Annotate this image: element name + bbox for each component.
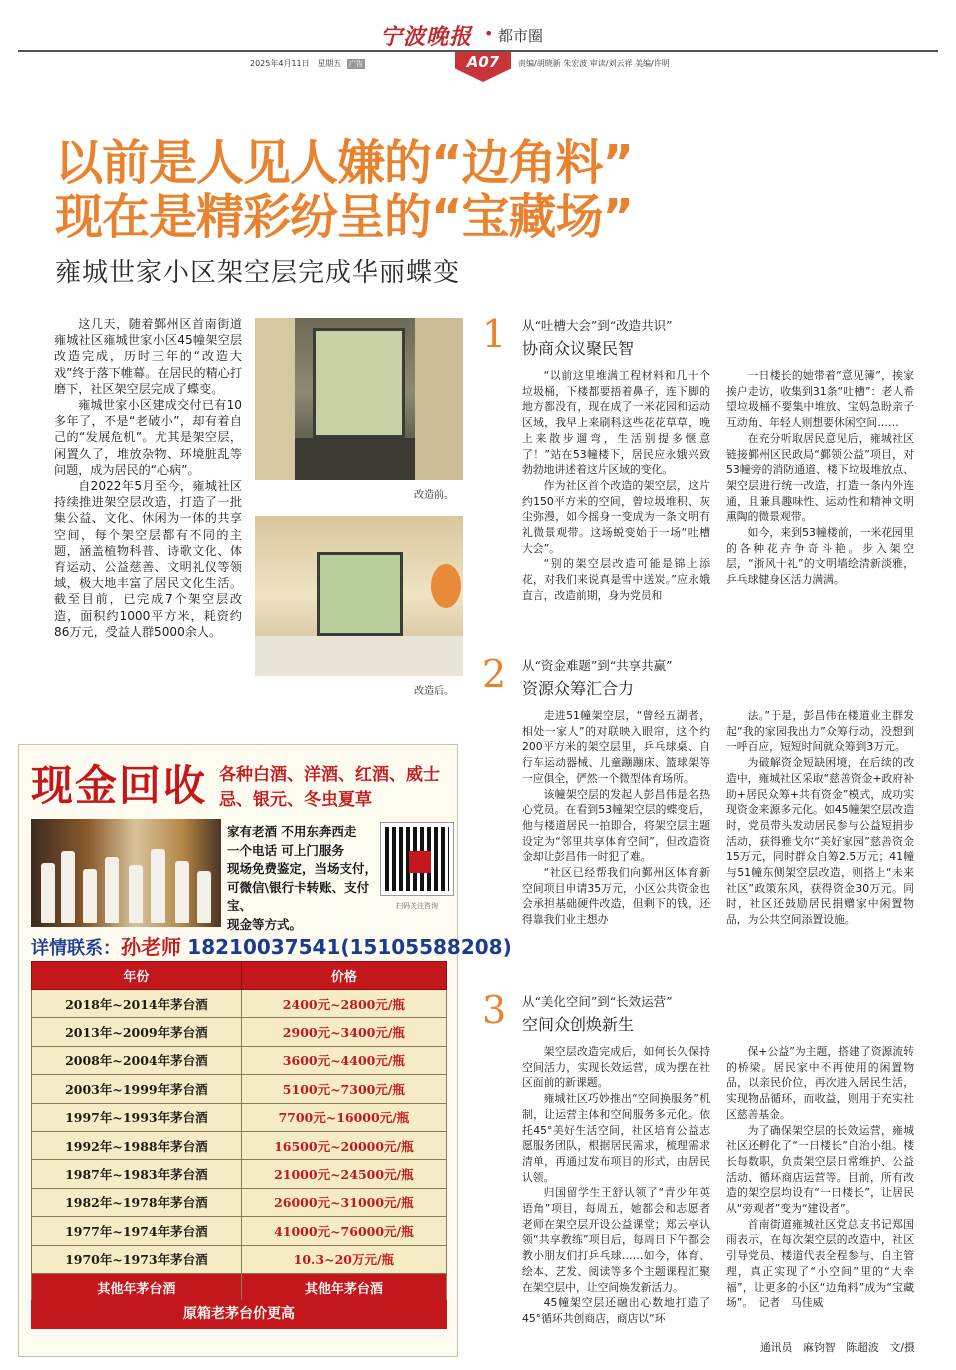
section-column — [726, 368, 914, 588]
paragraph: “别的架空层改造可能是锦上添花，对我们来说真是雪中送炭。”应永娥直言，改造前期，身为党员和 — [522, 557, 710, 602]
photo-before — [255, 318, 463, 480]
masthead-logo: 宁波晚报 — [380, 24, 473, 50]
price-cell: 16500元~20000元/瓶 — [241, 1131, 446, 1159]
section-column — [522, 368, 710, 604]
table-row — [32, 1131, 447, 1159]
price-cell: 21000元~24500元/瓶 — [241, 1160, 446, 1188]
table-row — [32, 1245, 447, 1273]
promo-line: 现金等方式。 — [227, 916, 303, 932]
headline-line-2: 现在是精彩纷呈的“宝藏场” — [55, 189, 634, 245]
issue-date: 2025年4月11日 — [250, 59, 310, 68]
section-title: 协商众议聚民智 — [522, 339, 635, 358]
paragraph: “以前这里堆满工程材料和几十个垃圾桶，下楼都要捂着鼻子，连下脚的地方都没有，现在成了一米花园和运动区域，我早上来刷科这些花花草草，晚上来散步遛弯，生活别提多惬意了！”站在53幢楼下，居民应永娥兴致勃勃地讲述着这片区域的变化。 — [522, 369, 710, 477]
other-cell: 其他年茅台酒 — [241, 1273, 446, 1301]
paragraph: 一日楼长的她带着“意见簿”，挨家挨户走访，收集到31条“吐槽”：老人希望垃圾桶不要集中堆放、宝妈急盼亲子互动角、年轻人则想要休闲空间…… — [726, 369, 914, 430]
price-cell: 2400元~2800元/瓶 — [241, 990, 446, 1018]
paragraph: “社区已经帮我们向鄞州区体育新空间项目申请35万元，小区公共资金也会承担基础硬件改造，但剩下的钱，还得靠我们业主想办 — [522, 866, 710, 927]
paragraph: 首南街道雍城社区党总支书记郑国雨表示，在每次架空层的改造中，社区引导党员、楼道代表全程参与、自主管理，真正实现了“小空间”里的“大幸福”，让更多的小区“边角料”成为“宝藏场”。 记者 马佳威 — [726, 1217, 914, 1310]
photo-after — [255, 516, 463, 676]
intro-paragraph: 这几天，随着鄞州区首南街道雍城社区雍城世家小区45幢架空层改造完成，历时三年的“改造大戏”终于落下帷幕。在居民的精心打磨下，社区架空层完成了蝶变。 — [54, 317, 242, 396]
year-cell: 2018年~2014年茅台酒 — [32, 990, 242, 1018]
ad-badge: 广告 — [348, 60, 363, 68]
table-row — [32, 1160, 447, 1188]
promo-line: 家有老酒 不用东奔西走 — [227, 824, 357, 839]
intro-paragraph: 雍城世家小区建成交付已有10多年了，不是“老破小”，却有着自己的“发展危机”。尤其是架空层，闲置久了，堆放杂物、环境脏乱等问题，成为居民的“心病”。 — [54, 398, 242, 477]
qr-label: 扫码关注咨询 — [396, 902, 438, 910]
promo-line: 现场免费鉴定，当场支付， — [227, 861, 378, 876]
paragraph: 雍城社区巧妙推出“空间换服务”机制，让运营主体和空间服务多元化。依托45°美好生活空间，社区培育公益志愿服务团队，根据居民需求，梳理需求清单，再通过发布项目的形式，由居民认领。 — [522, 1092, 710, 1184]
paragraph: 如今，来到53幢楼前，一米花园里的各种花卉争奇斗艳。步入架空层，“浙风十礼”的文明墙绘清新淡雅，乒乓球健身区活力满满。 — [726, 526, 914, 587]
paragraph: 45幢架空层还融出心数地打造了45°循环共创商店，商店以“环 — [522, 1296, 710, 1325]
year-cell: 1977年~1974年茅台酒 — [32, 1217, 242, 1245]
year-cell: 1982年~1978年茅台酒 — [32, 1188, 242, 1216]
year-cell: 2008年~2004年茅台酒 — [32, 1046, 242, 1074]
table-row — [32, 1046, 447, 1074]
year-cell: 2003年~1999年茅台酒 — [32, 1075, 242, 1103]
section-column — [726, 708, 914, 928]
photo-credit: 通讯员 麻钧智 陈超波 文/摄 — [760, 1341, 915, 1354]
ad-items: 各种白酒、洋酒、红酒、威士忌、银元、冬虫夏草 — [219, 765, 440, 810]
issue-meta — [250, 58, 365, 69]
table-header: 年份 — [32, 962, 242, 990]
ad-contact — [31, 931, 512, 960]
section-number: 2 — [482, 652, 507, 696]
ad-title: 现金回收 — [31, 761, 208, 810]
paragraph: 为破解资金短缺困境，在后续的改造中，雍城社区采取“慈善资金+政府补助+居民众筹+共有资金”模式，成功实现资金来源多元化。如45幢架空层改造时，党员带头发动居民参与公益短捐步活动，获得雅戈尔“美好家园”慈善资金15万元，同时群众自筹2.5万元；41幢与51幢东侧架空层改造，则搭上“未来社区”政策东风，获得资金30万元。同时，社区还鼓励居民捐赠家中闲置物品，为公共空间添置设施。 — [726, 756, 914, 927]
paragraph: 法。”于是，彭昌伟在楼道业主群发起“我的家园我出力”众筹行动，没想到一呼百应，短短时间就众筹到3万元。 — [726, 709, 914, 754]
year-cell: 2013年~2009年茅台酒 — [32, 1018, 242, 1046]
section-number: 3 — [482, 988, 507, 1032]
year-cell: 1992年~1988年茅台酒 — [32, 1131, 242, 1159]
other-cell: 其他年茅台酒 — [32, 1273, 242, 1301]
section-kicker: 从“吐槽大会”到“改造共识” — [522, 318, 673, 333]
caption-before: 改造前。 — [414, 490, 454, 501]
ad-promo — [227, 823, 387, 934]
masthead-section: 都市圈 — [498, 27, 544, 45]
subtitle: 雍城世家小区架空层完成华丽蝶变 — [55, 258, 461, 288]
table-row — [32, 990, 447, 1018]
table-row — [32, 1217, 447, 1245]
paragraph: 归国留学生王舒认领了“青少年英语角”项目，每周五，她都会和志愿者老师在架空层开设公益课堂；郑云亭认领“共享教练”项目后，每周日下午都会教小朋友们打乒乓球……如今，体育、绘本、艺发、阅读等多个主题课程汇聚在架空层中，让空间焕发新活力。 — [522, 1186, 710, 1294]
price-cell: 41000元~76000元/瓶 — [241, 1217, 446, 1245]
issue-weekday: 星期五 — [317, 59, 342, 68]
price-cell: 26000元~31000元/瓶 — [241, 1188, 446, 1216]
price-cell: 3600元~4400元/瓶 — [241, 1046, 446, 1074]
contact-label: 详情联系： — [31, 938, 121, 959]
price-cell: 10.3~20万元/瓶 — [241, 1245, 446, 1273]
promo-line: 一个电话 可上门服务 — [227, 842, 344, 858]
table-header: 价格 — [241, 962, 446, 990]
paragraph: 在充分听取居民意见后，雍城社区链接鄞州区民政局“鄞领公益”项目，对53幢旁的消防通道、楼下垃圾堆放点、架空层进行统一改造，打造一条内外连通，且兼具趣味性、运动性和精神文明熏陶的微景观带。 — [726, 431, 914, 524]
page-number: A07 — [466, 53, 500, 71]
table-row — [32, 1188, 447, 1216]
section-column — [726, 1044, 914, 1311]
bottles-photo — [31, 819, 221, 927]
intro-paragraph: 自2022年5月至今，雍城社区持续推进架空层改造，打造了一批集公益、文化、休闲为一体的共享空间，每个架空层都有不同的主题，涵盖植物科普、诗歌文化、体育运动、公益慈善、文明礼仪等领域，极大地丰富了居民文化生活。截至目前，已完成7个架空层改造，面积约1000平方米，耗资约86万元，受益人群5000余人。 — [54, 479, 242, 639]
intro-text — [54, 316, 242, 640]
table-row — [32, 1103, 447, 1131]
section-kicker: 从“资金难题”到“共享共赢” — [522, 658, 673, 673]
section-number: 1 — [482, 312, 507, 356]
masthead-dot: • — [484, 24, 494, 43]
section-title: 空间众创焕新生 — [522, 1015, 635, 1034]
year-cell: 1970年~1973年茅台酒 — [32, 1245, 242, 1273]
section-column — [522, 1044, 710, 1327]
paragraph: 作为社区首个改造的架空层，这片约150平方米的空间，曾垃圾堆积、灰尘弥漫，如今摇身一变成为一条文明有礼微景观带。这场蜕变始于一场“吐槽大会”。 — [522, 478, 710, 555]
price-cell: 7700元~16000元/瓶 — [241, 1103, 446, 1131]
promo-line: 可微信\银行卡转账、支付宝、 — [227, 879, 370, 913]
section-title: 资源众筹汇合力 — [522, 679, 635, 698]
contact-name: 孙老师 — [121, 935, 181, 959]
ad-footer: 原箱老茅台价更高 — [31, 1300, 447, 1329]
paragraph: 该幢架空层的发起人彭昌伟是名热心党员。在看到53幢架空层的蝶变后，他与楼道居民一拍即合，将架空层主题设定为“邻里共享体育空间”，但改造资金却让彭昌伟一时犯了难。 — [522, 787, 710, 864]
year-cell: 1997年~1993年茅台酒 — [32, 1103, 242, 1131]
table-row — [32, 1018, 447, 1046]
paragraph: 为了确保架空层的长效运营，雍城社区还孵化了“一日楼长”自治小组。楼长每数职，负责架空层日常维护、公益活动、循环商店运营等。目前，所有改造的架空层均设有“一日楼长”，让居民从“旁观者”变为“建设者”。 — [726, 1123, 914, 1216]
paragraph: 走进51幢架空层，“曾经五湖者，相处一家人”的对联映入眼帘，这个约200平方米的架空层里，乒乓球桌、自行车运动器械、儿童蹦蹦床、篮球架等一应俱全，俨然一个微型体育场所。 — [522, 709, 710, 785]
paragraph: 保+公益”为主题，搭建了资源流转的桥梁。居民家中不再使用的闲置物品，以亲民价位，再次进入居民生活，实现物品循环，而收益，则用于充实社区慈善基金。 — [726, 1045, 914, 1121]
price-cell: 2900元~3400元/瓶 — [241, 1018, 446, 1046]
caption-after: 改造后。 — [414, 686, 454, 697]
section-kicker: 从“美化空间”到“长效运营” — [522, 994, 673, 1009]
editor-credits: 责编/胡晓新 朱宏波 审读/刘云祥 美编/许明 — [518, 59, 670, 68]
section-column — [522, 708, 710, 928]
year-cell: 1987年~1983年茅台酒 — [32, 1160, 242, 1188]
advertisement — [18, 744, 512, 1357]
headline-line-1: 以前是人见人嫌的“边角料” — [55, 135, 634, 191]
table-row — [32, 1075, 447, 1103]
paragraph: 架空层改造完成后，如何长久保持空间活力，实现长效运营，成为摆在社区面前的新课题。 — [522, 1045, 710, 1090]
table-row-other — [32, 1273, 447, 1301]
contact-phone[interactable]: 18210037541(15105588208) — [187, 935, 512, 959]
price-cell: 5100元~7300元/瓶 — [241, 1075, 446, 1103]
price-table — [31, 961, 447, 1302]
qr-code-icon[interactable] — [381, 823, 453, 895]
